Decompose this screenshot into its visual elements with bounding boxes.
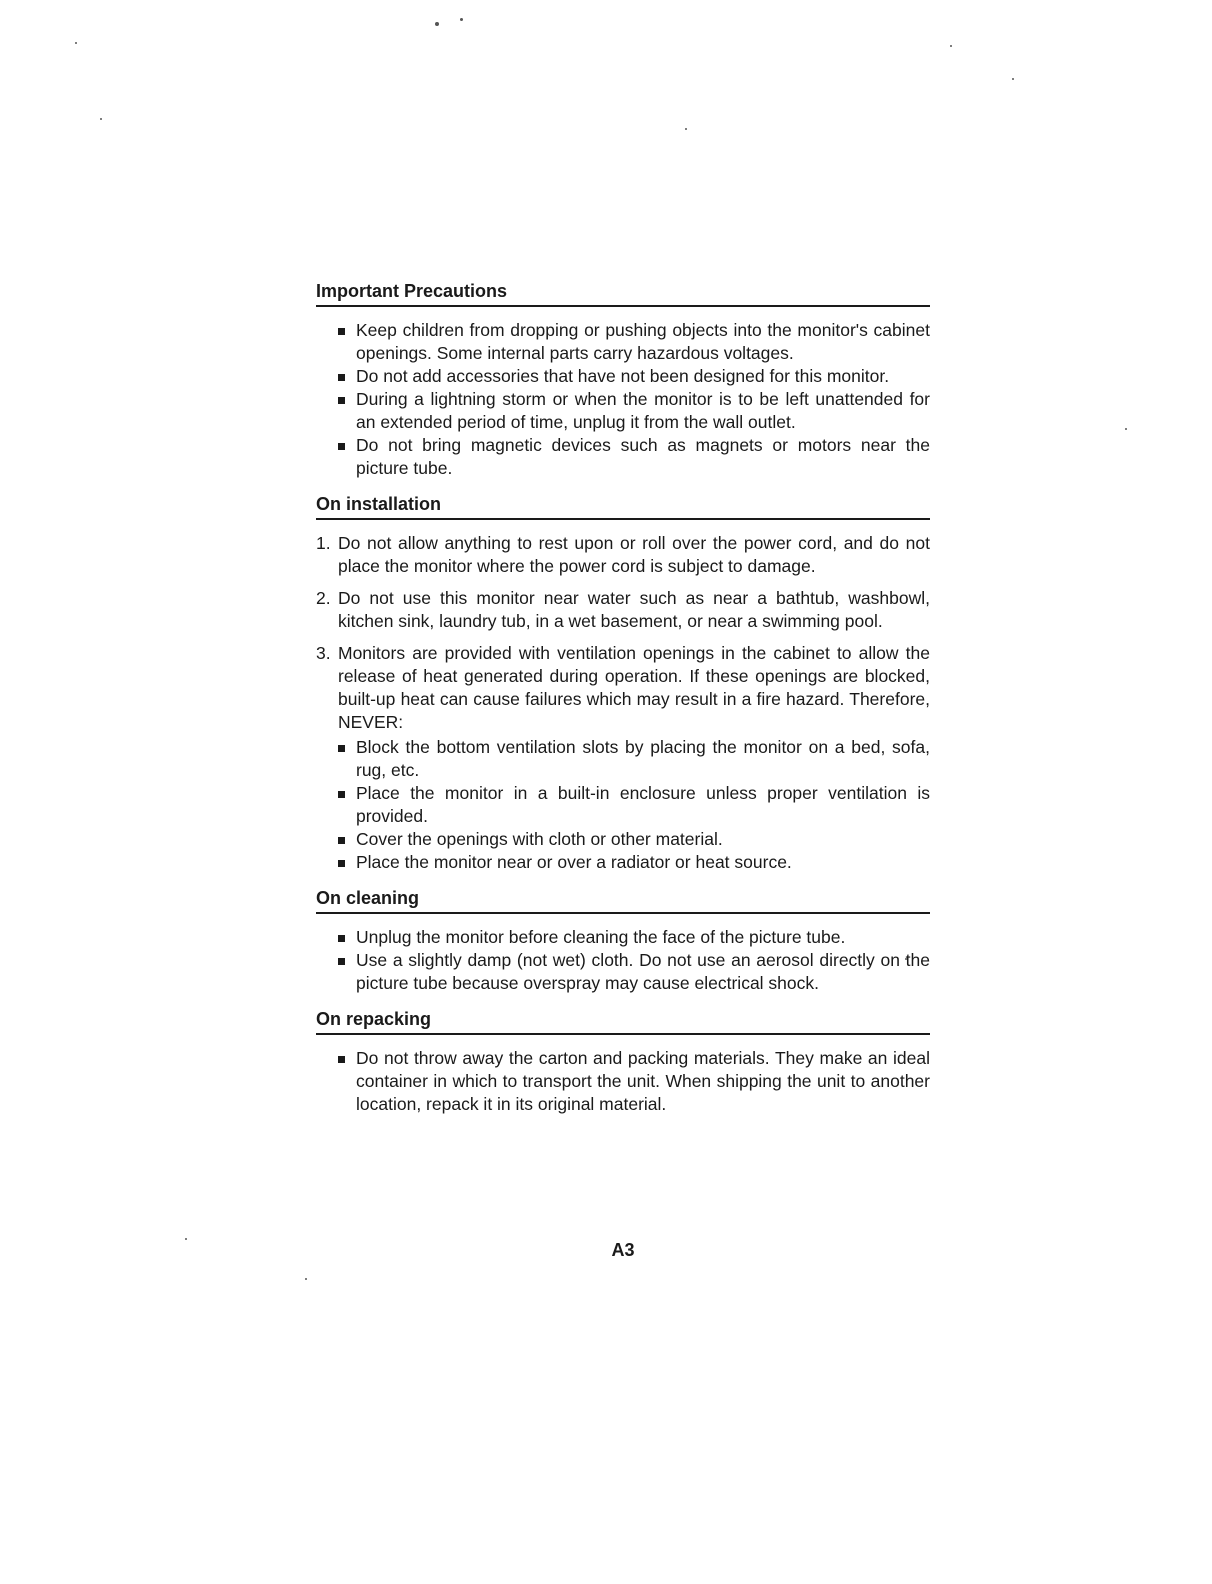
section-important-precautions [316, 280, 930, 480]
scan-speck [185, 1238, 187, 1240]
scan-speck [100, 118, 102, 120]
bullet-list [316, 926, 930, 995]
bullet-item: Cover the openings with cloth or other material. [338, 828, 930, 851]
scan-speck [685, 128, 687, 130]
item-number: 1. [316, 533, 331, 553]
bullet-item: Block the bottom ventilation slots by placing the monitor on a bed, sofa, rug, etc. [338, 736, 930, 782]
bullet-list [316, 319, 930, 480]
numbered-item [316, 587, 930, 633]
scan-speck [1125, 428, 1127, 430]
bullet-item: Keep children from dropping or pushing objects into the monitor's cabinet openings. Some internal parts carry hazardous voltages. [338, 319, 930, 365]
scan-speck [305, 1278, 307, 1280]
item-number: 3. [316, 643, 331, 663]
bullet-item: Do not add accessories that have not been designed for this monitor. [338, 365, 930, 388]
bullet-item: Place the monitor near or over a radiator or heat source. [338, 851, 930, 874]
document-page [316, 280, 930, 1260]
bullet-item: Place the monitor in a built-in enclosure unless proper ventilation is provided. [338, 782, 930, 828]
section-heading: On cleaning [316, 887, 930, 914]
bullet-item: Do not throw away the carton and packing materials. They make an ideal container in which to transport the unit. When shipping the unit to another location, repack it in its original material. [338, 1047, 930, 1116]
item-number: 2. [316, 588, 331, 608]
item-text: Do not allow anything to rest upon or roll over the power cord, and do not place the monitor where the power cord is subject to damage. [338, 533, 930, 576]
scan-speck [75, 42, 77, 44]
scan-speck [1012, 78, 1014, 80]
section-on-cleaning [316, 887, 930, 995]
numbered-item [316, 642, 930, 874]
section-heading: On repacking [316, 1008, 930, 1035]
bullet-item: During a lightning storm or when the monitor is to be left unattended for an extended period of time, unplug it from the wall outlet. [338, 388, 930, 434]
sub-bullet-list [338, 736, 930, 874]
scan-speck [435, 22, 439, 26]
section-on-installation [316, 493, 930, 874]
bullet-item: Use a slightly damp (not wet) cloth. Do not use an aerosol directly on the picture tube because overspray may cause electrical shock. [338, 949, 930, 995]
bullet-list [316, 1047, 930, 1116]
section-heading: Important Precautions [316, 280, 930, 307]
page-number: A3 [611, 1240, 635, 1260]
item-text: Do not use this monitor near water such as near a bathtub, washbowl, kitchen sink, laundry tub, in a wet basement, or near a swimming pool. [338, 588, 930, 631]
scan-speck [950, 45, 952, 47]
bullet-item: Do not bring magnetic devices such as magnets or motors near the picture tube. [338, 434, 930, 480]
item-text: Monitors are provided with ventilation openings in the cabinet to allow the release of heat generated during operation. If these openings are blocked, built-up heat can cause failures which may result in a fire hazard. Therefore, NEVER: [338, 643, 930, 732]
scan-speck [460, 18, 463, 21]
bullet-item: Unplug the monitor before cleaning the face of the picture tube. [338, 926, 930, 949]
section-on-repacking [316, 1008, 930, 1116]
numbered-item [316, 532, 930, 578]
numbered-list [316, 532, 930, 874]
section-heading: On installation [316, 493, 930, 520]
